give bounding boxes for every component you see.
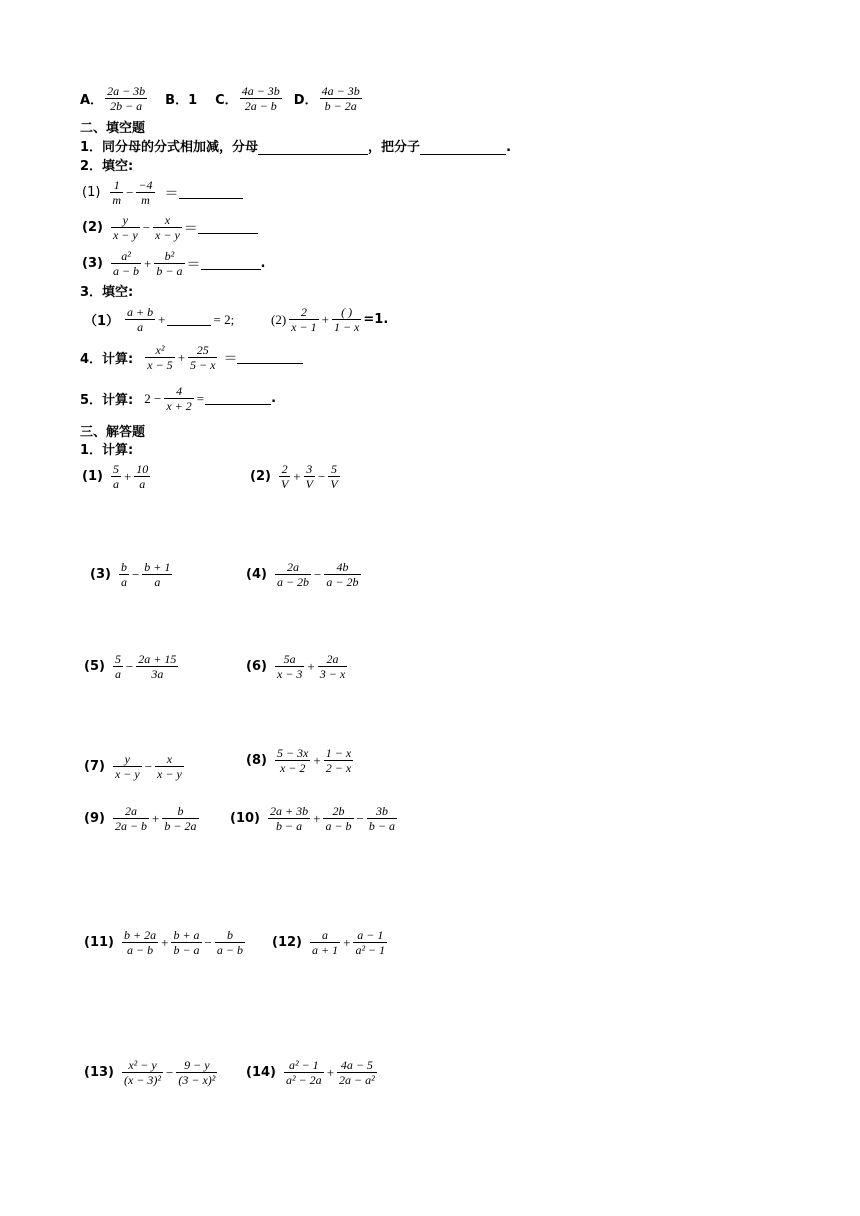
choice-c-label: C． xyxy=(215,93,238,108)
numerator: b xyxy=(215,928,245,943)
item-label: (2) xyxy=(82,220,103,235)
numerator: 2a xyxy=(318,652,347,667)
numerator: 2a xyxy=(275,560,311,575)
problem-label: (1) xyxy=(82,469,103,484)
denominator: b − a xyxy=(275,819,303,833)
denominator: b − 2a xyxy=(164,819,197,833)
numerator: 9 − y xyxy=(176,1058,217,1073)
denominator: a xyxy=(139,477,146,491)
problem-label: (3) xyxy=(90,567,111,582)
choice-b-label: B．1 xyxy=(165,93,198,108)
minus-operator: − xyxy=(356,810,364,826)
problem-14 xyxy=(246,1058,379,1087)
fraction xyxy=(275,652,304,681)
numerator: b + a xyxy=(173,928,200,942)
fill-question-4 xyxy=(80,343,303,372)
denominator: (3 − x)² xyxy=(178,1073,216,1087)
denominator: 2a − b xyxy=(114,819,148,833)
section-heading-fill-blank: 二、填空题 xyxy=(80,121,146,136)
denominator: 5 − x xyxy=(190,358,216,372)
fill-question-3-2 xyxy=(270,305,388,334)
problem-3 xyxy=(90,560,174,589)
fraction xyxy=(113,652,123,681)
equation-tail: = 2; xyxy=(213,311,235,327)
fill-question-2-3 xyxy=(82,249,265,278)
numerator: x xyxy=(153,213,182,228)
question-label: 4．计算: xyxy=(80,352,134,367)
item-label: （1） xyxy=(84,314,120,329)
fraction xyxy=(353,928,387,957)
denominator: x − y xyxy=(155,228,180,242)
fraction xyxy=(164,384,193,413)
problem-label: (11) xyxy=(84,935,114,950)
question-text: 1．同分母的分式相加减，分母 xyxy=(80,140,259,155)
choice-row xyxy=(80,84,364,113)
denominator: a xyxy=(120,575,127,589)
denominator: 1 − x xyxy=(333,320,360,334)
choice-a-fraction xyxy=(105,84,147,113)
denominator: a − 2b xyxy=(326,575,359,589)
choice-d-fraction xyxy=(320,84,362,113)
problem-label: (8) xyxy=(246,753,267,768)
fill-question-1 xyxy=(80,139,511,157)
problem-13 xyxy=(84,1058,219,1087)
numerator: b + 1 xyxy=(144,560,171,574)
numerator: 5 xyxy=(328,462,339,477)
numerator: 25 xyxy=(188,343,217,358)
plus-operator: + xyxy=(326,1064,335,1080)
problem-1 xyxy=(82,462,152,491)
plus-operator: + xyxy=(343,934,351,950)
fraction xyxy=(162,804,198,833)
fraction xyxy=(188,343,217,372)
denominator: b − a xyxy=(368,819,395,833)
plus-operator: + xyxy=(152,810,160,826)
problem-label: (2) xyxy=(250,469,271,484)
denominator: V xyxy=(280,477,289,491)
problem-9 xyxy=(84,804,201,833)
fraction xyxy=(323,804,353,833)
fraction xyxy=(154,249,184,278)
denominator: x − y xyxy=(112,228,138,242)
problem-label: (13) xyxy=(84,1065,114,1080)
denominator: 2a − b xyxy=(244,99,277,113)
numerator: a² − 1 xyxy=(284,1058,324,1073)
numerator: 4 xyxy=(164,384,193,399)
problem-5 xyxy=(84,652,180,681)
problem-8 xyxy=(246,746,355,775)
numerator: y xyxy=(113,752,142,767)
plus-operator: + xyxy=(313,752,321,768)
fraction xyxy=(337,1058,377,1087)
minus-operator: − xyxy=(317,468,326,484)
numerator: a − 1 xyxy=(353,928,387,943)
problem-label: (5) xyxy=(84,659,105,674)
fraction xyxy=(155,752,184,781)
fraction xyxy=(136,652,178,681)
numerator: 4a − 3b xyxy=(241,84,280,98)
fill-question-3-1 xyxy=(84,305,235,334)
answer-blank[interactable] xyxy=(237,351,303,364)
numerator: 5 − 3x xyxy=(276,746,309,760)
equals-sign: ＝ xyxy=(183,220,198,237)
numerator: 2 xyxy=(289,305,318,320)
solve-question-1-heading: 1．计算: xyxy=(80,443,134,458)
denominator: a² − 1 xyxy=(355,943,386,957)
choice-c-fraction xyxy=(240,84,282,113)
denominator: 3a xyxy=(151,667,164,681)
fraction xyxy=(113,804,149,833)
fraction xyxy=(110,178,123,207)
answer-blank[interactable] xyxy=(179,186,243,199)
numerator: 2a + 15 xyxy=(138,652,177,666)
denominator: x − y xyxy=(157,767,182,781)
denominator: x − 3 xyxy=(276,667,303,681)
numerator: y xyxy=(111,213,140,228)
problem-label: (12) xyxy=(272,935,302,950)
denominator: 3 − x xyxy=(319,667,346,681)
fraction xyxy=(279,462,290,491)
item-label: (3) xyxy=(82,256,103,271)
fraction-with-blank[interactable] xyxy=(332,305,361,334)
fraction xyxy=(328,462,339,491)
denominator: V xyxy=(305,477,313,491)
numerator: b + 2a xyxy=(123,928,157,942)
equals-sign: ＝ xyxy=(164,185,179,202)
answer-blank[interactable] xyxy=(205,392,271,405)
minus-operator: − xyxy=(204,934,212,950)
minus-operator: − xyxy=(144,758,153,774)
numerator: 5 xyxy=(114,652,121,666)
denominator: x − 1 xyxy=(291,320,317,334)
answer-blank[interactable] xyxy=(167,313,211,326)
fraction xyxy=(176,1058,217,1087)
denominator: 2a − a² xyxy=(339,1073,375,1087)
problem-label: (6) xyxy=(246,659,267,674)
plus-operator: + xyxy=(123,468,132,484)
denominator: 2b − a xyxy=(110,99,143,113)
denominator: m xyxy=(112,193,122,207)
choice-d-label: D． xyxy=(293,93,318,108)
numerator: 5 xyxy=(112,462,119,476)
period: . xyxy=(260,255,266,271)
problem-label: (7) xyxy=(84,759,105,774)
fraction xyxy=(318,652,347,681)
item-label: (2) xyxy=(271,311,287,327)
section-heading-solve: 三、解答题 xyxy=(80,425,146,440)
denominator: b − 2a xyxy=(324,99,357,113)
fraction xyxy=(136,178,154,207)
item-label: (1) xyxy=(82,185,101,200)
fill-question-2-heading: 2．填空: xyxy=(80,159,134,174)
plus-operator: + xyxy=(144,255,152,271)
problem-label: (4) xyxy=(246,567,267,582)
fraction xyxy=(367,804,397,833)
answer-blank[interactable] xyxy=(420,142,506,155)
fraction xyxy=(134,462,150,491)
plus-operator: + xyxy=(321,311,329,327)
numerator: 1 xyxy=(110,178,123,193)
equals-sign: ＝ xyxy=(223,350,238,367)
fraction xyxy=(215,928,245,957)
numerator: x xyxy=(155,752,184,767)
numerator: 2b xyxy=(323,804,353,819)
numerator: 2a xyxy=(113,804,149,819)
fraction xyxy=(310,928,340,957)
minus-operator: − xyxy=(125,658,134,674)
denominator: a − b xyxy=(216,943,243,957)
plus-operator: + xyxy=(293,468,301,484)
numerator: 2a + 3b xyxy=(269,804,309,818)
plus-operator: + xyxy=(307,658,315,674)
denominator: a + 1 xyxy=(311,943,339,957)
denominator: x − 2 xyxy=(279,761,306,775)
denominator: a² − 2a xyxy=(285,1073,322,1087)
minus-operator: − xyxy=(142,219,151,235)
denominator: a xyxy=(137,320,144,334)
fraction xyxy=(284,1058,324,1087)
numerator: 10 xyxy=(136,462,149,476)
denominator: a xyxy=(112,477,119,491)
fraction xyxy=(275,560,311,589)
fraction xyxy=(125,305,155,334)
numerator-blank[interactable]: ( ) xyxy=(332,305,361,320)
denominator: a − b xyxy=(112,264,140,278)
fraction xyxy=(289,305,318,334)
answer-blank[interactable] xyxy=(198,221,258,234)
expression-lead: 2 − xyxy=(144,390,162,406)
denominator: b − a xyxy=(156,264,183,278)
numerator: 5a xyxy=(275,652,304,667)
equals-sign: ＝ xyxy=(186,256,201,273)
fraction xyxy=(145,343,174,372)
equation-tail: =1. xyxy=(363,311,389,327)
question-label: 5．计算: xyxy=(80,393,134,408)
denominator: a − b xyxy=(325,819,352,833)
numerator: a xyxy=(310,928,340,943)
numerator: 3 xyxy=(304,462,315,477)
problem-7 xyxy=(84,752,186,781)
denominator: x − y xyxy=(114,767,140,781)
numerator: −4 xyxy=(138,178,153,192)
problem-4 xyxy=(246,560,363,589)
plus-operator: + xyxy=(158,311,166,327)
fraction xyxy=(122,928,158,957)
denominator: V xyxy=(330,477,338,491)
numerator: b xyxy=(120,560,127,574)
problem-2 xyxy=(250,462,342,491)
denominator: (x − 3)² xyxy=(123,1073,161,1087)
numerator: 2a − 3b xyxy=(107,84,146,98)
fraction xyxy=(113,752,142,781)
numerator: 3b xyxy=(367,804,397,819)
numerator: 4a − 3b xyxy=(321,84,360,98)
plus-operator: + xyxy=(313,810,321,826)
fraction xyxy=(171,928,201,957)
fraction xyxy=(324,560,360,589)
fill-question-3-heading: 3．填空: xyxy=(80,285,134,300)
minus-operator: − xyxy=(166,1064,174,1080)
numerator: x² − y xyxy=(122,1058,163,1073)
fraction xyxy=(111,462,121,491)
problem-label: (10) xyxy=(230,811,260,826)
problem-label: (14) xyxy=(246,1065,276,1080)
fraction xyxy=(122,1058,163,1087)
plus-operator: + xyxy=(161,934,169,950)
numerator: b² xyxy=(154,249,184,264)
problem-10 xyxy=(230,804,399,833)
fraction xyxy=(119,560,129,589)
numerator: b xyxy=(162,804,198,819)
denominator: 2 − x xyxy=(325,761,352,775)
numerator: 2 xyxy=(279,462,290,477)
denominator: a xyxy=(114,667,121,681)
equals-sign: = xyxy=(196,390,205,406)
fill-question-5 xyxy=(80,384,276,413)
question-text: ，把分子 xyxy=(368,140,421,155)
period: . xyxy=(271,390,277,406)
minus-operator: − xyxy=(314,566,322,582)
problem-12 xyxy=(272,928,389,957)
plus-operator: + xyxy=(177,349,186,365)
numerator: 4b xyxy=(324,560,360,575)
denominator: a − b xyxy=(126,943,154,957)
fill-question-2-1 xyxy=(82,178,243,207)
fraction xyxy=(142,560,172,589)
answer-blank[interactable] xyxy=(201,257,261,270)
fraction xyxy=(304,462,315,491)
answer-blank[interactable] xyxy=(258,142,368,155)
period: . xyxy=(506,140,512,155)
denominator: b − a xyxy=(173,943,200,957)
choice-a-label: A． xyxy=(80,93,104,108)
fraction xyxy=(153,213,182,242)
numerator: a² xyxy=(111,249,141,264)
numerator: 4a − 5 xyxy=(337,1058,377,1073)
problem-11 xyxy=(84,928,247,957)
denominator: x − 5 xyxy=(147,358,173,372)
minus-operator: − xyxy=(126,184,134,200)
numerator: a + b xyxy=(127,305,154,319)
fraction xyxy=(324,746,353,775)
denominator: m xyxy=(141,193,150,207)
problem-label: (9) xyxy=(84,811,105,826)
fraction xyxy=(268,804,310,833)
denominator: x + 2 xyxy=(166,399,192,413)
problem-6 xyxy=(246,652,349,681)
numerator: x² xyxy=(145,343,174,358)
fraction xyxy=(275,746,310,775)
fill-question-2-2 xyxy=(82,213,258,242)
denominator: a xyxy=(154,575,161,589)
fraction xyxy=(111,249,141,278)
numerator: 1 − x xyxy=(325,746,352,760)
minus-operator: − xyxy=(131,566,140,582)
denominator: a − 2b xyxy=(276,575,310,589)
fraction xyxy=(111,213,140,242)
